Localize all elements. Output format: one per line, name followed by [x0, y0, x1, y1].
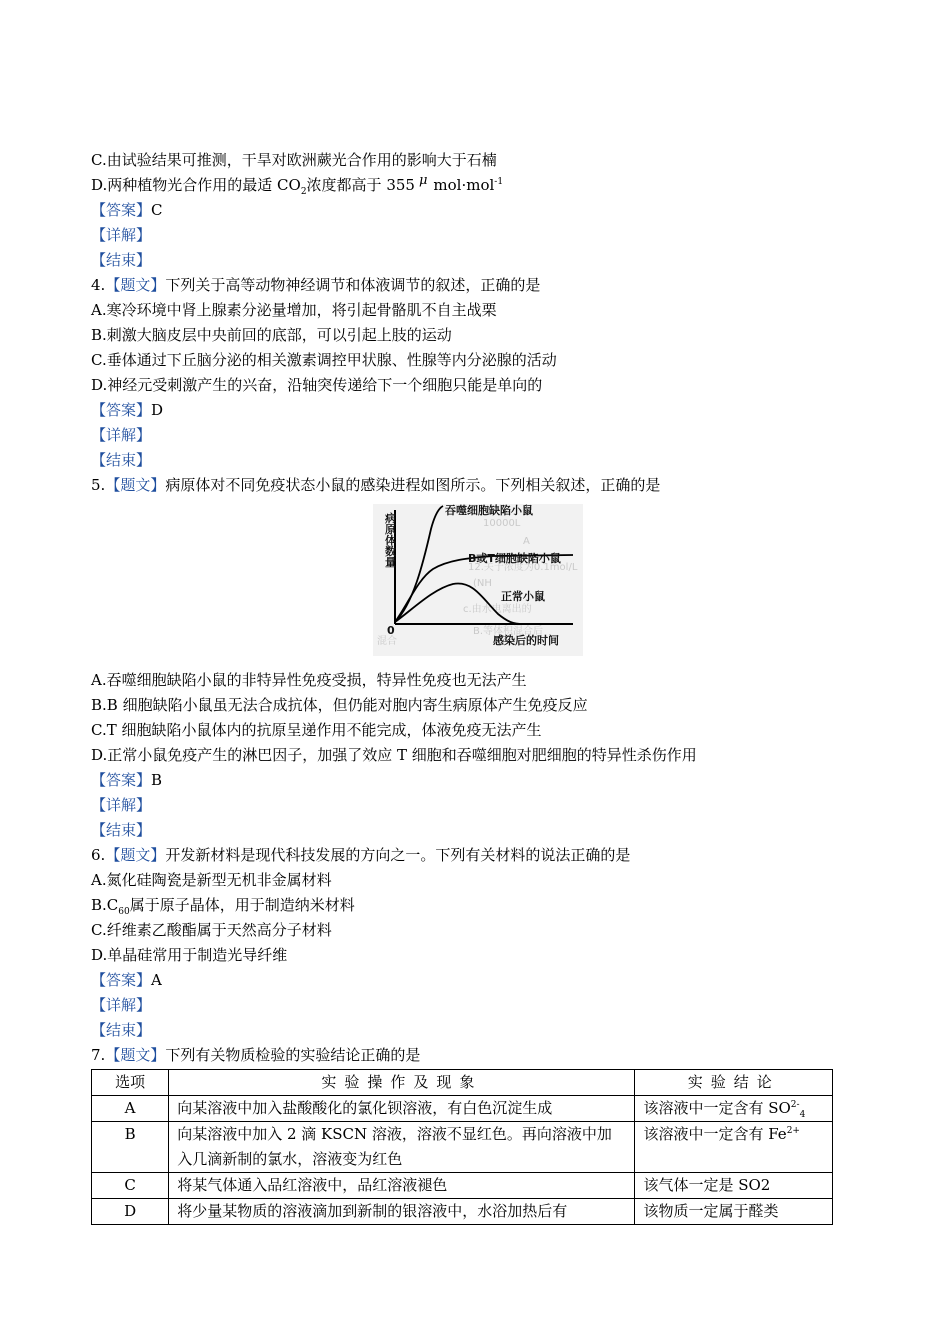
q4-option-b: B.刺激大脑皮层中央前回的底部，可以引起上肢的运动 — [91, 326, 452, 344]
origin-label: 0 — [387, 624, 395, 637]
q6-option-d: D.单晶硅常用于制造光导纤维 — [91, 946, 288, 964]
table-header-row — [92, 1070, 833, 1096]
infection-curve-svg — [373, 504, 583, 656]
q3-answer: 【答案】C — [91, 201, 163, 219]
header-conclusion: 实验结论 — [635, 1070, 833, 1096]
q3-option-c: C.由试验结果可推测，干旱对欧洲蕨光合作用的影响大于石楠 — [91, 151, 497, 169]
q6-stem: 6.【题文】开发新材料是现代科技发展的方向之一。下列有关材料的说法正确的是 — [91, 846, 631, 864]
q4-stem: 4.【题文】下列关于高等动物神经调节和体液调节的叙述，正确的是 — [91, 276, 541, 294]
infection-curve-figure — [373, 504, 583, 656]
svg-text:B.等体积混合后: B.等体积混合后 — [473, 626, 544, 637]
q6-answer: 【答案】A — [91, 971, 162, 989]
q5-option-b: B.B 细胞缺陷小鼠虽无法合成抗体，但仍能对胞内寄生病原体产生免疫反应 — [91, 696, 588, 714]
svg-text:A: A — [523, 536, 530, 547]
q5-option-a: A.吞噬细胞缺陷小鼠的非特异性免疫受损，特异性免疫也无法产生 — [91, 671, 527, 689]
x-axis-label: 感染后的时间 — [493, 634, 559, 647]
header-operation: 实验操作及现象 — [169, 1070, 635, 1096]
q7-table — [91, 1069, 833, 1225]
svg-text:12.关于浓度为0.1mol/L: 12.关于浓度为0.1mol/L — [468, 562, 578, 573]
q3-detail-tag: 【详解】 — [91, 226, 152, 244]
q4-end-tag: 【结束】 — [91, 451, 152, 469]
y-axis-label: 病原体数量 — [385, 512, 396, 569]
svg-text:c.由水电离出的: c.由水电离出的 — [463, 604, 532, 615]
exam-page — [91, 148, 851, 1225]
q5-answer: 【答案】B — [91, 771, 163, 789]
q3-option-d: D.两种植物光合作用的最适 $CO_2$浓度都高于 355 μ mol·mol$^{-1}$ — [91, 173, 504, 197]
q4-option-a: A.寒冷环境中肾上腺素分泌量增加，将引起骨骼肌不自主战栗 — [91, 301, 497, 319]
label-bt-deficient: B或T细胞缺陷小鼠 — [468, 552, 561, 565]
q6-detail-tag: 【详解】 — [91, 996, 152, 1014]
curve-phagocyte-deficient — [395, 506, 443, 622]
table-row: C 将某气体通入品红溶液中，品红溶液褪色 该气体一定是 SO2 — [92, 1173, 833, 1199]
q5-detail-tag: 【详解】 — [91, 796, 152, 814]
q5-end-tag: 【结束】 — [91, 821, 152, 839]
q6-option-b: $B.C_{60}$属于原子晶体，用于制造纳米材料 — [91, 896, 355, 917]
svg-text:(NH: (NH — [473, 578, 492, 589]
svg-text:10000L: 10000L — [483, 518, 521, 529]
q6-option-a: A.氮化硅陶瓷是新型无机非金属材料 — [91, 871, 332, 889]
svg-text:混合: 混合 — [377, 636, 397, 647]
header-option: 选项 — [92, 1070, 169, 1096]
label-phagocyte-deficient: 吞噬细胞缺陷小鼠 — [445, 504, 533, 517]
q5-stem: 5.【题文】病原体对不同免疫状态小鼠的感染进程如图所示。下列相关叙述，正确的是 — [91, 476, 661, 494]
q4-answer: 【答案】D — [91, 401, 164, 419]
table-row: D 将少量某物质的溶液滴加到新制的银溶液中，水浴加热后有 该物质一定属于醛类 — [92, 1199, 833, 1225]
q4-option-c: C.垂体通过下丘脑分泌的相关激素调控甲状腺、性腺等内分泌腺的活动 — [91, 351, 557, 369]
q4-option-d: D.神经元受刺激产生的兴奋，沿轴突传递给下一个细胞只能是单向的 — [91, 376, 543, 394]
q6-option-c: C.纤维素乙酸酯属于天然高分子材料 — [91, 921, 332, 939]
label-normal: 正常小鼠 — [501, 590, 545, 603]
q6-end-tag: 【结束】 — [91, 1021, 152, 1039]
answer-tag: 【答案】 — [91, 201, 152, 219]
table-row: A 向某溶液中加入盐酸酸化的氯化钡溶液，有白色沉淀生成 该溶液中一定含有 $SO^{2-}_4$ — [92, 1096, 833, 1122]
q7-stem: 7.【题文】下列有关物质检验的实验结论正确的是 — [91, 1046, 421, 1064]
q4-detail-tag: 【详解】 — [91, 426, 152, 444]
table-row: B 向某溶液中加入 2 滴 KSCN 溶液，溶液不显红色。再向溶液中加入几滴新制的氯水，溶液变为红色 该溶液中一定含有 $Fe^{2+}$ — [92, 1122, 833, 1173]
q5-option-d: D.正常小鼠免疫产生的淋巴因子，加强了效应 T 细胞和吞噬细胞对肥细胞的特异性杀伤作用 — [91, 746, 697, 764]
q3-end-tag: 【结束】 — [91, 251, 152, 269]
mu-symbol: μ — [418, 173, 428, 188]
q5-option-c: C.T 细胞缺陷小鼠体内的抗原呈递作用不能完成，体液免疫无法产生 — [91, 721, 542, 739]
